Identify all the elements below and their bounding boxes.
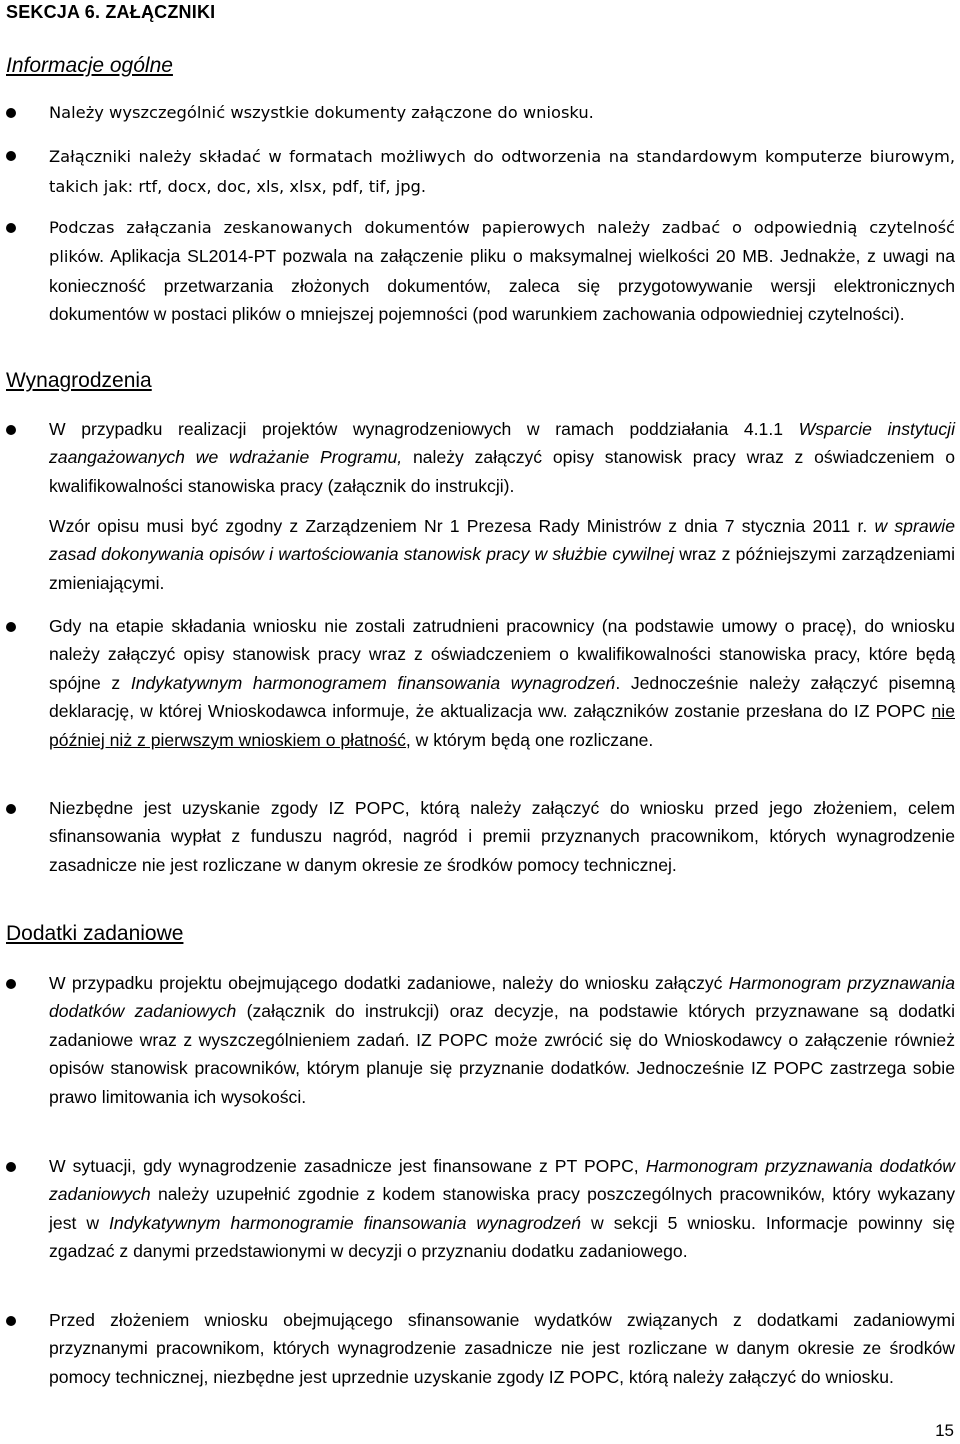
bonuses-bullet-2-italic-2: Indykatywnym harmonogramie finansowania wynagrodzeń xyxy=(109,1212,582,1233)
salaries-bullet-2-text-c: w którym będą one rozliczane. xyxy=(410,729,654,750)
section-title: SEKCJA 6. ZAŁĄCZNIKI xyxy=(6,2,216,22)
salaries-bullet-2-underline: nie później niż z pierwszym wnioskiem o płatność, xyxy=(49,701,955,750)
bullet-icon xyxy=(6,425,16,435)
salaries-bullet-2-italic: Indykatywnym harmonogramem finansowania wynagrodzeń xyxy=(130,672,616,693)
bonuses-bullet-2-text-a: W sytuacji, gdy wynagrodzenie zasadnicze jest finansowane z PT POPC, xyxy=(49,1156,646,1176)
bullet-icon xyxy=(6,1162,16,1172)
salaries-paragraph-2-italic: w sprawie zasad dokonywania opisów i wartościowania stanowisk pracy w służbie cywilnej xyxy=(49,516,955,565)
bonuses-bullet-1-text-b: (załącznik do instrukcji) oraz decyzje, na podstawie których przyznawane są dodatki zadaniowe wraz z wyszczególnieniem zadań. IZ POPC może zwrócić się do Wnioskodawcy o załączenie również opisów stanowisk pracowników, którym planuje się przyznanie dodatków. Jednocześnie IZ POPC zastrzega sobie prawo limitowania ich wysokości. xyxy=(49,1001,955,1107)
bonuses-bullet-1-italic: Harmonogram przyznawania dodatków zadaniowych xyxy=(49,973,955,1022)
general-bullet-2: Załączniki należy składać w formatach możliwych do odtworzenia na standardowym komputerze biurowym, takich jak: rtf, docx, doc, xls, xlsx, pdf, tif, jpg. xyxy=(49,147,955,196)
bullet-icon xyxy=(6,1316,16,1326)
bullet-icon xyxy=(6,979,16,989)
heading-salaries: Wynagrodzenia xyxy=(6,369,152,392)
bonuses-bullet-2 xyxy=(49,1152,955,1266)
bullet-icon xyxy=(6,223,16,233)
salaries-bullet-1-text-a: W przypadku realizacji projektów wynagrodzeniowych w ramach poddziałania 4.1.1 xyxy=(49,419,799,439)
page-number: 15 xyxy=(935,1421,954,1440)
salaries-bullet-2-text-b: . Jednocześnie należy załączyć pisemną deklarację, w której Wnioskodawca informuje, że aktualizacja ww. załączników zostanie przesłana do IZ POPC xyxy=(49,672,955,722)
salaries-paragraph-2-text-a: Wzór opisu musi być zgodny z Zarządzeniem Nr 1 Prezesa Rady Ministrów z dnia 7 stycznia 2011 r. xyxy=(49,516,875,536)
bonuses-bullet-1-text-a: W przypadku projektu obejmującego dodatki zadaniowe, należy do wniosku załączyć xyxy=(49,973,729,993)
heading-general-info: Informacje ogólne xyxy=(6,54,173,77)
bullet-icon xyxy=(6,622,16,632)
general-bullet-1: Należy wyszczególnić wszystkie dokumenty załączone do wniosku. xyxy=(49,103,594,122)
general-bullet-3-part2: Aplikacja SL2014-PT pozwala na załączenie pliku o maksymalnej wielkości 20 MB. Jednakże, z uwagi na konieczność przetwarzania złożonych dokumentów, zaleca się przygotowywanie wersji elektronicznych dokumentów w postaci plików o mniejszej pojemności (pod warunkiem zachowania odpowiedniej czytelności). xyxy=(49,246,955,325)
bonuses-bullet-2-text-b: należy uzupełnić zgodnie z kodem stanowiska pracy poszczególnych pracowników, który wykazany jest w xyxy=(49,1184,955,1233)
bonuses-bullet-3: Przed złożeniem wniosku obejmującego sfinansowanie wydatków związanych z dodatkami zadaniowymi przyznanymi pracownikom, których wynagrodzenie zasadnicze nie jest rozliczane w danym okresie ze środków pomocy technicznej, niezbędne jest uprzednie uzyskanie zgody IZ POPC, którą należy załączyć do wniosku. xyxy=(49,1310,955,1387)
bullet-icon xyxy=(6,151,16,161)
salaries-bullet-2 xyxy=(49,612,955,754)
salaries-bullet-1-text-b: należy załączyć opisy stanowisk pracy wraz z oświadczeniem o kwalifikowalności stanowiska pracy (załącznik do instrukcji). xyxy=(49,447,955,496)
general-bullet-3-part1: Podczas załączania zeskanowanych dokumentów papierowych należy zadbać o odpowiednią czytelność plików. xyxy=(49,218,955,267)
salaries-bullet-1-italic: Wsparcie instytucji zaangażowanych we wdrażanie Programu, xyxy=(49,419,955,468)
bullet-icon xyxy=(6,108,16,118)
heading-bonuses: Dodatki zadaniowe xyxy=(6,922,184,945)
salaries-paragraph-2-text-b: wraz z późniejszymi zarządzeniami zmieniającymi. xyxy=(49,544,955,593)
salaries-paragraph-2 xyxy=(49,512,955,597)
salaries-bullet-3: Niezbędne jest uzyskanie zgody IZ POPC, którą należy załączyć do wniosku przed jego złożeniem, celem sfinansowania wypłat z funduszu nagród, nagród i premii przyznanych pracownikom, których wynagrodzenie zasadnicze nie jest rozliczane w danym okresie ze środków pomocy technicznej. xyxy=(49,798,955,875)
salaries-bullet-1 xyxy=(49,415,955,500)
bonuses-bullet-2-text-c: w sekcji 5 wniosku. Informacje powinny się zgadzać z danymi przedstawionymi w decyzji o przyznaniu dodatku zadaniowego. xyxy=(49,1212,955,1262)
salaries-bullet-2-text-a: Gdy na etapie składania wniosku nie zostali zatrudnieni pracownicy (na podstawie umowy o pracę), do wniosku należy załączyć opisy stanowisk pracy wraz z oświadczeniem o kwalifikowalności stanowiska pracy, które będą spójne z xyxy=(49,616,955,693)
bonuses-bullet-1 xyxy=(49,969,955,1111)
general-bullet-3 xyxy=(49,213,955,329)
bullet-icon xyxy=(6,804,16,814)
bonuses-bullet-2-italic-1: Harmonogram przyznawania dodatków zadaniowych xyxy=(49,1156,956,1205)
